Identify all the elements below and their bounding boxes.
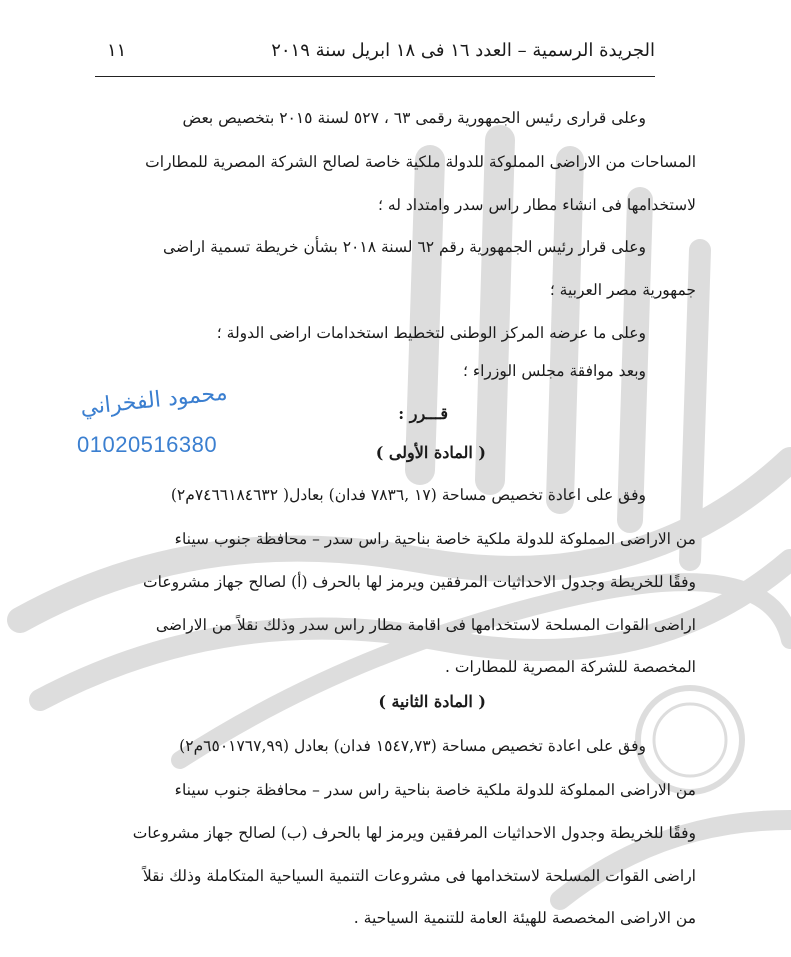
handwritten-name-stamp: محمود الفخراني — [79, 380, 229, 421]
article-2-line: من الاراضى المملوكة للدولة ملكية خاصة بناحية راس سدر – محافظة جنوب سيناء — [174, 781, 696, 799]
article-1-heading: ( المادة الأولى ) — [375, 443, 486, 462]
preamble-line: لاستخدامها فى انشاء مطار راس سدر وامتداد له ؛ — [378, 196, 696, 214]
page-header — [95, 30, 655, 80]
phone-number-stamp: 01020516380 — [77, 432, 218, 457]
preamble-line: المساحات من الاراضى المملوكة للدولة ملكية خاصة لصالح الشركة المصرية للمطارات — [145, 153, 696, 171]
preamble-line: وعلى ما عرضه المركز الوطنى لتخطيط استخدامات اراضى الدولة ؛ — [216, 324, 646, 342]
article-2-line: من الاراضى المخصصة للهيئة العامة للتنمية السياحية . — [353, 909, 696, 927]
article-2-line: وفقًا للخريطة وجدول الاحداثيات المرفقين ويرمز لها بالحرف (ب) لصالح جهاز مشروعات — [132, 824, 696, 842]
article-1-line: المخصصة للشركة المصرية للمطارات . — [445, 658, 696, 676]
decision-heading: قـــرر : — [398, 404, 448, 423]
article-1-line: وفقًا للخريطة وجدول الاحداثيات المرفقين ويرمز لها بالحرف (أ) لصالح جهاز مشروعات — [143, 573, 696, 591]
preamble-line: وبعد موافقة مجلس الوزراء ؛ — [462, 362, 646, 380]
article-1-line: اراضى القوات المسلحة لاستخدامها فى اقامة مطار راس سدر وذلك نقلاً من الاراضى — [155, 616, 696, 634]
article-1-line: وفق على اعادة تخصيص مساحة (١٧ ,٧٨٣٦ فدان) بعادل( ٧٤٦٦١٨٤٦٣٢م٢) — [170, 486, 646, 504]
article-2-line: وفق على اعادة تخصيص مساحة (١٥٤٧,٧٣ فدان) بعادل (٦٥٠١٧٦٧,٩٩م٢) — [179, 737, 646, 755]
article-1-line: من الاراضى المملوكة للدولة ملكية خاصة بناحية راس سدر – محافظة جنوب سيناء — [174, 530, 696, 548]
page-number: ١١ — [107, 40, 127, 61]
preamble-line: وعلى قرارى رئيس الجمهورية رقمى ٦٣ ، ٥٢٧ لسنة ٢٠١٥ بتخصيص بعض — [182, 109, 646, 127]
article-2-line: اراضى القوات المسلحة لاستخدامها فى مشروعات التنمية السياحية المتكاملة وذلك نقلاً — [142, 867, 696, 885]
article-2-heading: ( المادة الثانية ) — [378, 692, 486, 711]
preamble-line: وعلى قرار رئيس الجمهورية رقم ٦٢ لسنة ٢٠١٨ بشأن خريطة تسمية اراضى — [163, 238, 646, 256]
preamble-line: جمهورية مصر العربية ؛ — [549, 281, 696, 299]
gazette-title: الجريدة الرسمية – العدد ١٦ فى ١٨ ابريل سنة ٢٠١٩ — [271, 40, 655, 61]
header-divider — [95, 76, 655, 77]
